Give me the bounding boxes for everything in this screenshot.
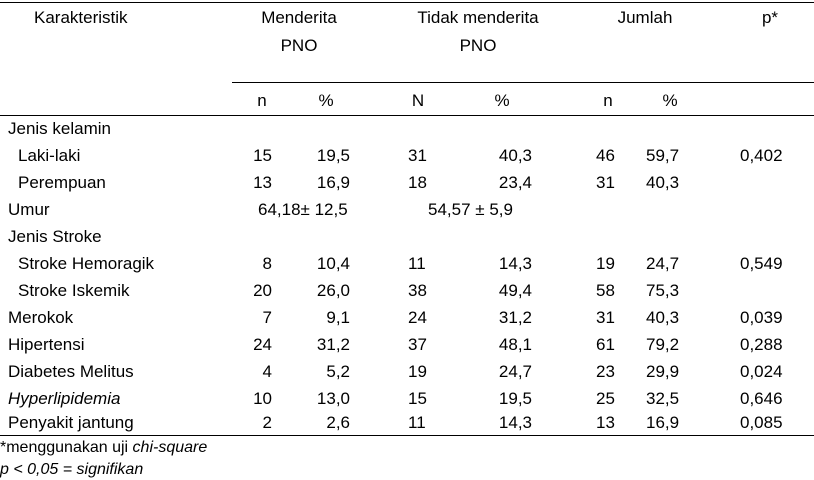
cell-umur-menderita: 64,18± 12,5 [258,200,348,219]
cell-pct-jumlah: 59,7 [646,146,680,165]
cell-n-menderita: 8 [262,254,272,273]
cell-n-menderita: 15 [253,146,272,165]
cell-n-tidak: 18 [408,173,427,192]
row-label-umur: Umur [8,200,50,219]
cell-pct-jumlah: 40,3 [646,173,680,192]
cell-pct-jumlah: 24,7 [646,254,680,273]
cell-umur-tidak: 54,57 ± 5,9 [428,200,513,219]
cell-n-jumlah: 61 [596,335,615,354]
header-tidak-menderita: Tidak menderita [417,8,539,27]
subheader-pct-menderita: % [318,91,334,110]
cell-pct-jumlah: 16,9 [646,413,680,432]
row-label-penyakit-jantung: Penyakit jantung [8,413,134,432]
cell-pct-menderita: 26,0 [316,281,350,300]
cell-n-tidak: 37 [408,335,427,354]
cell-n-menderita: 7 [262,308,272,327]
cell-n-tidak: 31 [408,146,427,165]
cell-pct-tidak: 49,4 [498,281,532,300]
cell-n-menderita: 13 [253,173,272,192]
subheader-n-menderita: n [257,91,267,110]
cell-pct-menderita: 13,0 [316,389,350,408]
cell-p-value: 0,085 [740,413,783,432]
cell-n-jumlah: 58 [596,281,615,300]
cell-n-jumlah: 23 [596,362,615,381]
cell-n-jumlah: 25 [596,389,615,408]
cell-n-jumlah: 13 [596,413,615,432]
footnote-prefix: *menggunakan uji [0,439,133,456]
cell-pct-tidak: 14,3 [498,413,532,432]
cell-p-value: 0,402 [740,146,783,165]
subheader-n-tidak: N [411,91,425,110]
subheader-pct-tidak: % [494,91,510,110]
header-karakteristik: Karakteristik [34,8,128,27]
table-bottom-rule [0,435,814,436]
cell-pct-menderita: 16,9 [316,173,350,192]
row-label-diabetes-melitus: Diabetes Melitus [8,362,134,381]
cell-pct-tidak: 48,1 [498,335,532,354]
subheader-pct-jumlah: % [662,91,678,110]
cell-pct-tidak: 19,5 [498,389,532,408]
row-label-hipertensi: Hipertensi [8,335,85,354]
cell-n-menderita: 10 [253,389,272,408]
cell-p-value: 0,549 [740,254,783,273]
header-p: p* [761,8,779,27]
row-label-laki-laki: Laki-laki [18,146,81,165]
cell-n-tidak: 38 [408,281,427,300]
cell-pct-jumlah: 32,5 [646,389,680,408]
cell-n-tidak: 24 [408,308,427,327]
cell-pct-menderita: 19,5 [316,146,350,165]
cell-n-tidak: 11 [408,254,426,273]
cell-pct-jumlah: 75,3 [646,281,680,300]
cell-pct-menderita: 31,2 [316,335,350,354]
cell-n-menderita: 20 [253,281,272,300]
header-bottom-rule [0,115,814,116]
cell-p-value: 0,024 [740,362,783,381]
header-tidak-menderita-pno: PNO [459,36,497,55]
subheader-n-jumlah: n [603,91,613,110]
cell-n-jumlah: 46 [596,146,615,165]
cell-pct-menderita: 10,4 [316,254,350,273]
cell-pct-menderita: 2,6 [326,413,350,432]
header-menderita: Menderita [261,8,337,27]
cell-n-tidak: 11 [408,413,426,432]
cell-p-value: 0,646 [740,389,783,408]
cell-n-tidak: 15 [408,389,427,408]
cell-n-jumlah: 31 [596,308,615,327]
cell-pct-jumlah: 29,9 [646,362,680,381]
cell-pct-tidak: 14,3 [498,254,532,273]
cell-n-tidak: 19 [408,362,427,381]
row-label-jenis-stroke: Jenis Stroke [8,227,102,246]
table-top-rule [0,2,814,3]
cell-p-value: 0,288 [740,335,783,354]
cell-pct-tidak: 24,7 [498,362,532,381]
header-jumlah: Jumlah [617,8,673,27]
header-group-rule [232,82,814,83]
row-label-jenis-kelamin: Jenis kelamin [8,119,111,138]
cell-pct-menderita: 9,1 [326,308,350,327]
cell-p-value: 0,039 [740,308,783,327]
cell-pct-jumlah: 79,2 [646,335,680,354]
cell-pct-tidak: 31,2 [498,308,532,327]
cell-n-jumlah: 19 [596,254,615,273]
cell-n-jumlah: 31 [596,173,615,192]
cell-pct-menderita: 5,2 [326,362,350,381]
header-menderita-pno: PNO [280,36,318,55]
cell-pct-jumlah: 40,3 [646,308,680,327]
footnote-significance: p < 0,05 = signifikan [0,461,144,478]
cell-n-menderita: 24 [253,335,272,354]
row-label-hyperlipidemia: Hyperlipidemia [8,389,121,408]
footnote-chi-square-term: chi-square [132,439,208,456]
cell-pct-tidak: 23,4 [498,173,532,192]
cell-n-menderita: 2 [262,413,272,432]
row-label-stroke-hemoragik: Stroke Hemoragik [18,254,155,273]
cell-n-menderita: 4 [262,362,272,381]
row-label-stroke-iskemik: Stroke Iskemik [18,281,130,300]
footnote-chi-square [0,438,207,458]
cell-pct-tidak: 40,3 [498,146,532,165]
row-label-perempuan: Perempuan [18,173,106,192]
row-label-merokok: Merokok [8,308,74,327]
